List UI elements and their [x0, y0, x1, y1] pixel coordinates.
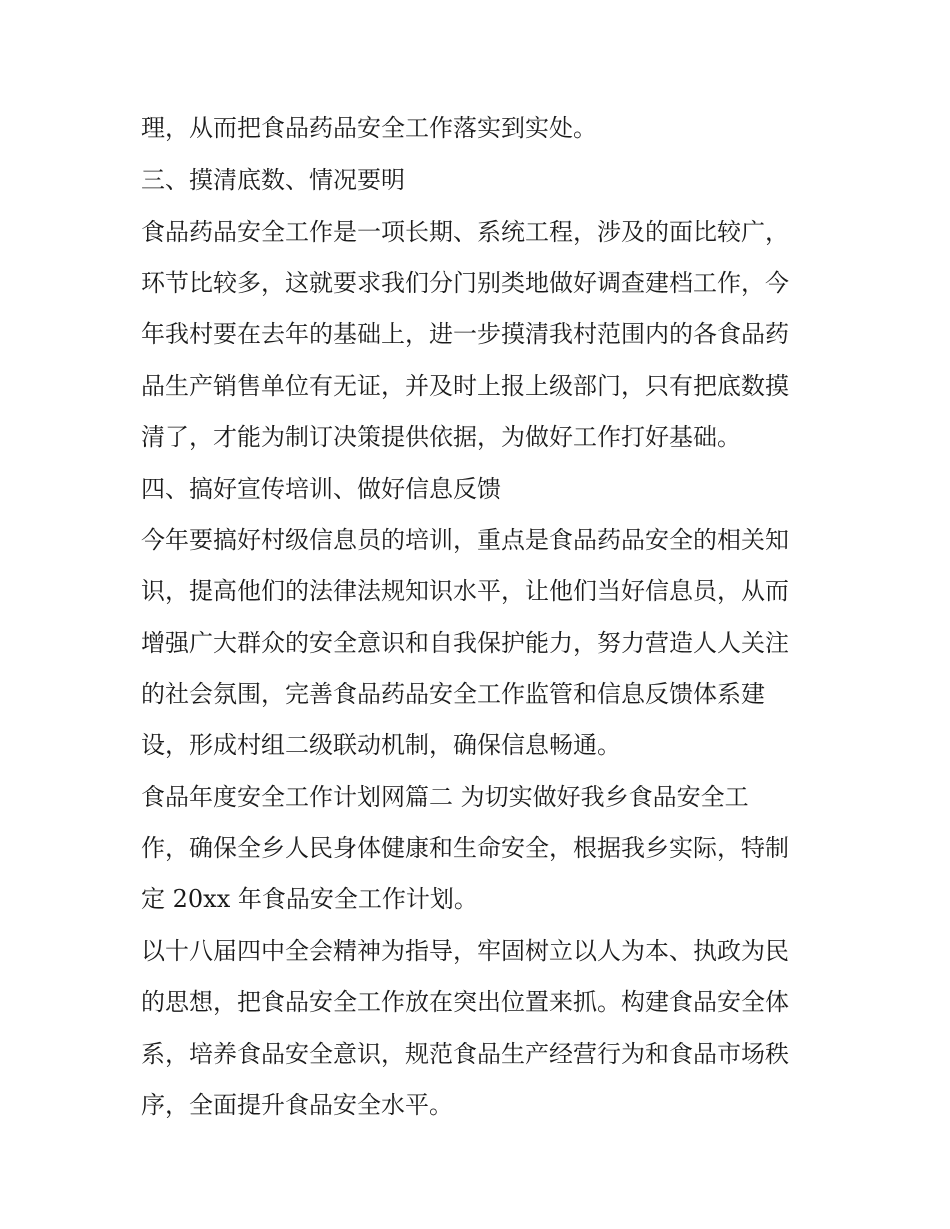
- text-line: 理，从而把食品药品安全工作落实到实处。: [141, 114, 597, 142]
- text-line: 食品药品安全工作是一项长期、系统工程，涉及的面比较广，: [141, 218, 789, 246]
- text-line: 的社会氛围，完善食品药品安全工作监管和信息反馈体系建: [141, 680, 765, 708]
- text-line: 设，形成村组二级联动机制，确保信息畅通。: [141, 731, 621, 759]
- text-line: 系，培养食品安全意识，规范食品生产经营行为和食品市场秩: [141, 1040, 789, 1068]
- text-line: 环节比较多，这就要求我们分门别类地做好调查建档工作，今: [141, 269, 789, 297]
- section-heading: 三、摸清底数、情况要明: [141, 166, 405, 194]
- text-line: 今年要搞好村级信息员的培训，重点是食品药品安全的相关知: [141, 526, 789, 554]
- text-line: 食品年度安全工作计划网篇二 为切实做好我乡食品安全工: [141, 783, 749, 811]
- text-line: 定 20xx 年食品安全工作计划。: [141, 885, 478, 913]
- text-line: 序，全面提升食品安全水平。: [141, 1091, 453, 1119]
- text-line: 增强广大群众的安全意识和自我保护能力，努力营造人人关注: [141, 629, 789, 657]
- text-line: 年我村要在去年的基础上，进一步摸清我村范围内的各食品药: [141, 320, 789, 348]
- text-line: 作，确保全乡人民身体健康和生命安全，根据我乡实际，特制: [141, 834, 789, 862]
- text-line: 清了，才能为制订决策提供依据，为做好工作打好基础。: [141, 423, 741, 451]
- text-line: 的思想，把食品安全工作放在突出位置来抓。构建食品安全体: [141, 988, 789, 1016]
- text-line: 识，提高他们的法律法规知识水平，让他们当好信息员，从而: [141, 577, 789, 605]
- section-heading: 四、搞好宣传培训、做好信息反馈: [141, 475, 501, 503]
- text-line: 品生产销售单位有无证，并及时上报上级部门，只有把底数摸: [141, 372, 789, 400]
- text-line: 以十八届四中全会精神为指导，牢固树立以人为本、执政为民: [141, 937, 789, 965]
